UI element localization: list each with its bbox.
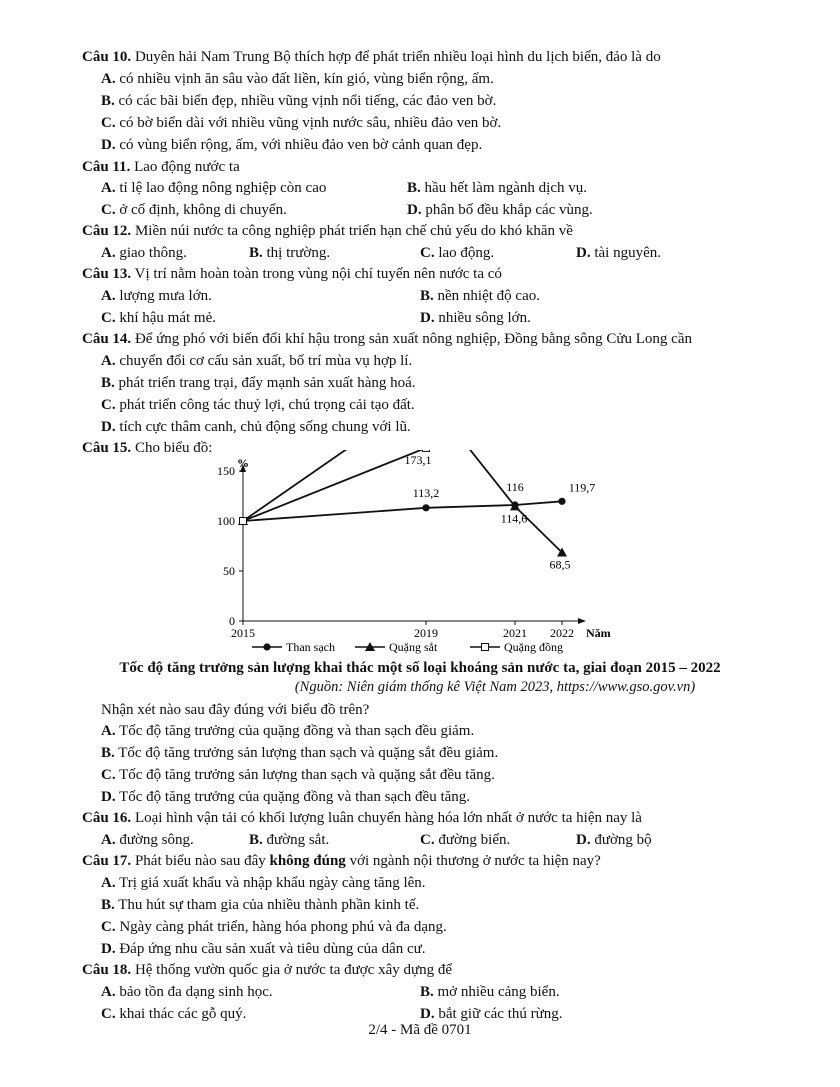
option-a [101,721,474,741]
option-text: Tốc độ tăng trưởng sản lượng than sạch và quặng sắt đều giảm. [118,745,499,761]
option-text: tích cực thâm canh, chủ động sống chung với lũ. [119,419,411,435]
question-14 [82,329,692,349]
option-letter: B. [407,180,421,196]
option-letter: B. [420,288,434,304]
option-c [101,200,287,220]
option-text: nền nhiệt độ cao. [437,288,540,304]
option-letter: D. [407,202,422,218]
option-letter: B. [101,897,115,913]
question-10 [82,47,661,67]
option-letter: A. [101,832,116,848]
data-label: 68,5 [549,557,571,572]
option-d [101,135,482,155]
x-axis-label: Năm [586,626,611,640]
option-c [101,765,495,785]
question-text: Phát biểu nào sau đây [134,853,270,869]
option-text: đường sông. [119,832,194,848]
option-a [101,178,326,198]
option-text: lượng mưa lớn. [119,288,212,304]
option-text: nhiều sông lớn. [438,310,531,326]
question-text: Duyên hải Nam Trung Bộ thích hợp để phát triển nhiều loại hình du lịch biển, đảo là do [134,49,661,65]
option-b [249,830,329,850]
option-text: đường biển. [438,832,511,848]
option-b [101,91,496,111]
option-text: lao động. [438,245,495,261]
option-text: tài nguyên. [594,245,661,261]
option-c [101,395,415,415]
page-footer: 2/4 - Mã đề 0701 [368,1022,472,1038]
option-text: tỉ lệ lao động nông nghiệp còn cao [119,180,327,196]
legend-label: Than sạch [286,640,335,654]
x-tick-label: 2015 [231,626,255,640]
option-text: Tốc độ tăng trưởng sản lượng than sạch và quặng sắt đều tăng. [119,767,495,783]
option-d [420,1004,562,1024]
option-a [101,286,212,306]
chart-source: (Nguồn: Niên giám thống kê Việt Nam 2023, https://www.gso.gov.vn) [294,679,696,695]
option-letter: A. [101,180,116,196]
data-point-square [240,518,247,525]
question-text: Hệ thống vườn quốc gia ở nước ta được xây dựng để [134,962,453,978]
option-letter: B. [101,745,115,761]
option-b [407,178,587,198]
option-letter: C. [101,1006,116,1022]
option-letter: A. [101,353,116,369]
option-letter: B. [101,375,115,391]
option-d [101,939,426,959]
option-text: có nhiều vịnh ăn sâu vào đất liền, kín gió, vùng biển rộng, ấm. [119,71,494,87]
chart-legend [252,640,563,654]
data-point-circle [558,498,565,505]
option-text: có bờ biển dài với nhiều vũng vịnh nước sâu, nhiều đảo ven bờ. [119,115,502,131]
question-emphasis: không đúng [269,853,346,869]
option-text: Đáp ứng nhu cầu sản xuất và tiêu dùng của dân cư. [119,941,426,957]
data-point-circle [263,643,270,650]
question-12 [82,221,573,241]
option-text: Tốc độ tăng trưởng của quặng đồng và than sạch đều giảm. [119,723,475,739]
option-b [420,286,540,306]
data-point-square [423,450,430,451]
option-a [101,982,273,1002]
option-letter: B. [420,984,434,1000]
option-d [101,787,470,807]
option-letter: B. [249,245,263,261]
option-text: Ngày càng phát triển, hàng hóa phong phú và đa dạng. [119,919,447,935]
option-letter: A. [101,71,116,87]
question-text: Lao động nước ta [134,159,240,175]
option-text: đường bộ [594,832,652,848]
data-label: 114,6 [500,511,528,526]
option-text: đường sắt. [266,832,330,848]
x-tick-label: 2021 [503,626,527,640]
question-label: Câu 17. [82,853,132,869]
question-text: Vị trí nằm hoàn toàn trong vùng nội chí tuyến nên nước ta có [134,266,502,282]
option-letter: A. [101,875,116,891]
option-letter: D. [101,419,116,435]
y-tick-label: 50 [223,564,235,578]
question-label: Câu 18. [82,962,132,978]
option-text: mở nhiều cảng biển. [437,984,560,1000]
option-a [101,243,187,263]
data-label: 116 [506,480,524,494]
option-c [101,308,216,328]
option-letter: C. [101,202,116,218]
line-chart [0,450,840,660]
question-label: Câu 13. [82,266,132,282]
option-letter: C. [101,919,116,935]
option-text: khí hậu mát mẻ. [119,310,216,326]
option-letter: D. [420,1006,435,1022]
option-text: có các bãi biển đẹp, nhiều vũng vịnh nổi tiếng, các đảo ven bờ. [118,93,497,109]
data-point-square [482,644,489,651]
option-b [101,895,419,915]
option-c [420,243,494,263]
x-tick-label: 2019 [414,626,438,640]
option-a [101,69,494,89]
question-label: Câu 15. [82,440,132,456]
y-axis-label: % [237,456,249,470]
question-label: Câu 14. [82,331,132,347]
option-text: chuyển đổi cơ cấu sản xuất, bố trí mùa vụ hợp lí. [119,353,413,369]
question-17 [82,851,601,871]
option-letter: B. [101,93,115,109]
option-a [101,873,426,893]
option-c [101,917,447,937]
question-label: Câu 11. [82,159,131,175]
option-letter: D. [420,310,435,326]
question-text: Cho biểu đồ: [134,440,213,456]
chart-title: Tốc độ tăng trưởng sản lượng khai thác một số loại khoáng sản nước ta, giai đoạn 2015 – 2022 [119,660,721,676]
option-letter: D. [101,137,116,153]
question-label: Câu 16. [82,810,132,826]
option-d [420,308,531,328]
option-b [249,243,330,263]
question-11 [82,157,240,177]
option-text: hầu hết làm ngành dịch vụ. [424,180,587,196]
y-tick-label: 150 [217,464,235,478]
option-letter: D. [101,941,116,957]
question-15-prompt: Nhận xét nào sau đây đúng với biểu đồ trên? [101,702,370,718]
question-text: Miền núi nước ta công nghiệp phát triển hạn chế chủ yếu do khó khăn về [134,223,573,239]
option-letter: D. [576,245,591,261]
question-text: Để ứng phó với biến đổi khí hậu trong sản xuất nông nghiệp, Đồng bằng sông Cửu Long cần [134,331,692,347]
option-text: phát triển công tác thuỷ lợi, chú trọng cải tạo đất. [119,397,415,413]
option-a [101,351,412,371]
option-b [420,982,560,1002]
option-text: phân bố đều khắp các vùng. [425,202,593,218]
chart-series-lines [243,450,562,553]
option-text: ở cố định, không di chuyển. [119,202,287,218]
x-axis-arrow [578,618,586,624]
option-letter: A. [101,984,116,1000]
option-c [420,830,510,850]
option-text: thị trường. [266,245,331,261]
question-16 [82,808,642,828]
option-text: giao thông. [119,245,187,261]
option-text: có vùng biển rộng, ấm, với nhiều đảo ven bờ cảnh quan đẹp. [119,137,483,153]
option-letter: A. [101,723,116,739]
option-letter: C. [420,245,435,261]
option-d [576,243,661,263]
question-label: Câu 12. [82,223,132,239]
option-letter: D. [576,832,591,848]
option-letter: A. [101,288,116,304]
option-b [101,743,498,763]
y-tick-label: 100 [217,514,235,528]
question-13 [82,264,502,284]
option-text: bảo tồn đa dạng sinh học. [119,984,273,1000]
x-tick-label: 2022 [550,626,574,640]
option-letter: C. [101,115,116,131]
question-text: Loại hình vận tải có khối lượng luân chuyển hàng hóa lớn nhất ở nước ta hiện nay là [134,810,642,826]
chart-data-labels [405,450,596,572]
option-b [101,373,416,393]
option-text: phát triển trang trại, đẩy mạnh sản xuất hàng hoá. [118,375,416,391]
option-letter: B. [249,832,263,848]
option-d [101,417,411,437]
option-letter: C. [101,310,116,326]
option-text: Tốc độ tăng trưởng của quặng đồng và than sạch đều tăng. [119,789,471,805]
data-label: 113,2 [412,485,440,500]
legend-label: Quặng đồng [504,640,563,654]
option-letter: C. [101,767,116,783]
data-label: 119,7 [568,480,596,495]
data-point-circle [422,504,429,511]
option-letter: C. [420,832,435,848]
data-label: 173,1 [404,452,432,467]
chart-axes [217,450,611,640]
option-letter: A. [101,245,116,261]
question-label: Câu 10. [82,49,132,65]
option-text: Trị giá xuất khẩu và nhập khẩu ngày càng tăng lên. [119,875,426,891]
option-d [576,830,652,850]
option-text: Thu hút sự tham gia của nhiều thành phần kinh tế. [118,897,420,913]
legend-label: Quặng sắt [389,640,438,654]
option-c [101,1004,246,1024]
question-18 [82,960,452,980]
option-letter: D. [101,789,116,805]
option-text: khai thác các gỗ quý. [119,1006,247,1022]
option-text: bắt giữ các thú rừng. [438,1006,563,1022]
question-text-end: với ngành nội thương ở nước ta hiện nay? [345,853,601,869]
option-letter: C. [101,397,116,413]
option-c [101,113,501,133]
y-tick-label: 0 [229,614,235,628]
option-d [407,200,593,220]
option-a [101,830,194,850]
